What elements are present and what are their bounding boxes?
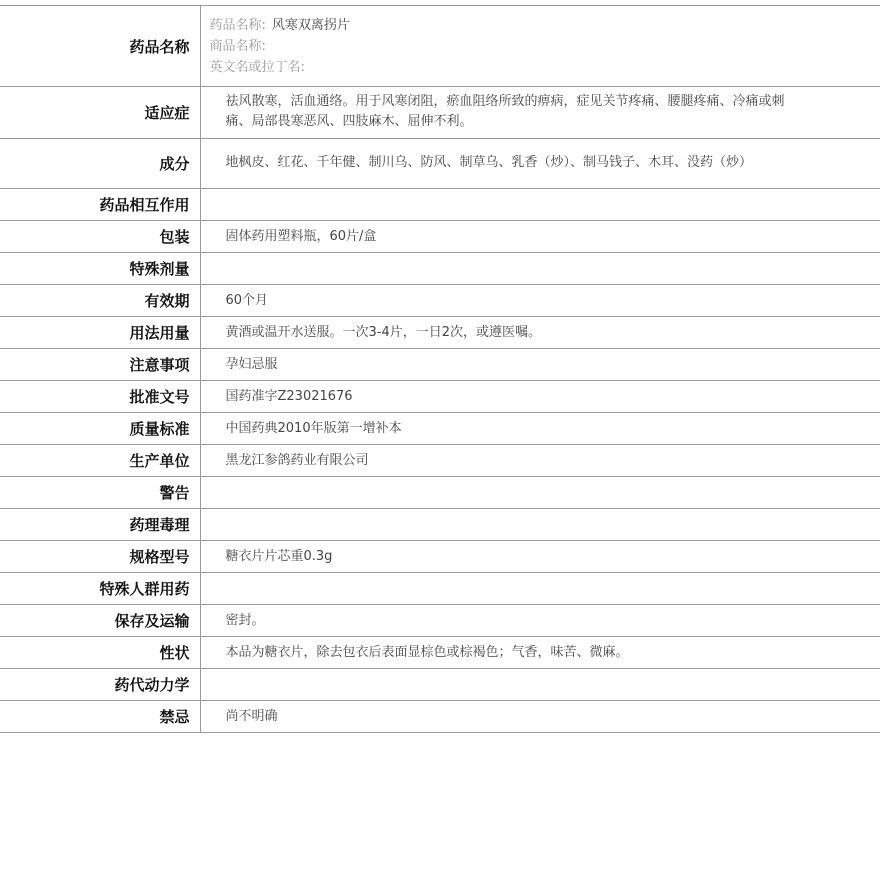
- row-value: 密封。: [200, 605, 880, 637]
- table-row-manufacturer: [0, 445, 880, 477]
- row-value: [200, 669, 880, 701]
- english-name-line: [210, 57, 871, 78]
- drug-names-cell: [200, 6, 880, 87]
- trade-name-key: 商品名称:: [209, 39, 266, 54]
- row-label: 包装: [0, 221, 200, 253]
- table-row-indications: [0, 87, 880, 139]
- row-label: 性状: [0, 637, 200, 669]
- table-row-packaging: [0, 221, 880, 253]
- row-label: 药品相互作用: [0, 189, 200, 221]
- row-label: 药代动力学: [0, 669, 200, 701]
- row-label: 用法用量: [0, 317, 200, 349]
- row-label: 注意事项: [0, 349, 200, 381]
- row-label: 有效期: [0, 285, 200, 317]
- row-label: 保存及运输: [0, 605, 200, 637]
- table-row-ingredients: [0, 139, 880, 189]
- row-value: 60个月: [200, 285, 880, 317]
- row-value: 尚不明确: [200, 701, 880, 733]
- row-value: 孕妇忌服: [200, 349, 880, 381]
- generic-name-value: 风寒双离拐片: [271, 18, 350, 33]
- table-row-shelf-life: [0, 285, 880, 317]
- row-label: 批准文号: [0, 381, 200, 413]
- drug-spec-table: [0, 5, 880, 733]
- table-row-precautions: [0, 349, 880, 381]
- generic-name-key: 药品名称:: [209, 18, 266, 33]
- row-value: [200, 509, 880, 541]
- table-row-drug-name: [0, 6, 880, 87]
- row-value: [200, 573, 880, 605]
- table-row-storage: [0, 605, 880, 637]
- row-label: 药品名称: [0, 6, 200, 87]
- table-row-specification: [0, 541, 880, 573]
- table-row-warning: [0, 477, 880, 509]
- row-value: 国药准字Z23021676: [200, 381, 880, 413]
- row-value: 地枫皮、红花、千年健、制川乌、防风、制草乌、乳香（炒）、制马钱子、木耳、没药（炒）: [200, 139, 880, 189]
- row-value: 糖衣片片芯重0.3g: [200, 541, 880, 573]
- english-name-key: 英文名或拉丁名:: [209, 60, 305, 75]
- table-row-special-dosage: [0, 253, 880, 285]
- row-label: 特殊人群用药: [0, 573, 200, 605]
- row-label: 警告: [0, 477, 200, 509]
- row-value: 中国药典2010年版第一增补本: [200, 413, 880, 445]
- table-row-interactions: [0, 189, 880, 221]
- row-value: [200, 253, 880, 285]
- generic-name-line: [210, 15, 871, 36]
- row-label: 成分: [0, 139, 200, 189]
- row-value: [200, 477, 880, 509]
- row-value: 祛风散寒，活血通络。用于风寒闭阻，瘀血阻络所致的痹病，症见关节疼痛、腰腿疼痛、冷痛或刺痛、局部畏寒恶风、四肢麻木、屈伸不利。: [200, 87, 880, 139]
- table-row-approval-number: [0, 381, 880, 413]
- table-row-contraindications: [0, 701, 880, 733]
- table-row-description: [0, 637, 880, 669]
- row-label: 药理毒理: [0, 509, 200, 541]
- table-row-dosage: [0, 317, 880, 349]
- table-row-pharmacokinetics: [0, 669, 880, 701]
- table-row-special-populations: [0, 573, 880, 605]
- row-label: 规格型号: [0, 541, 200, 573]
- row-value: 黑龙江参鸽药业有限公司: [200, 445, 880, 477]
- trade-name-line: [210, 36, 871, 57]
- row-value: 黄酒或温开水送服。一次3-4片，一日2次，或遵医嘱。: [200, 317, 880, 349]
- table-row-quality-standard: [0, 413, 880, 445]
- table-row-pharmacology: [0, 509, 880, 541]
- row-value: 本品为糖衣片，除去包衣后表面显棕色或棕褐色；气香，味苦、微麻。: [200, 637, 880, 669]
- row-value: [200, 189, 880, 221]
- row-value: 固体药用塑料瓶，60片/盒: [200, 221, 880, 253]
- row-label: 适应症: [0, 87, 200, 139]
- row-label: 禁忌: [0, 701, 200, 733]
- row-label: 特殊剂量: [0, 253, 200, 285]
- row-label: 质量标准: [0, 413, 200, 445]
- row-label: 生产单位: [0, 445, 200, 477]
